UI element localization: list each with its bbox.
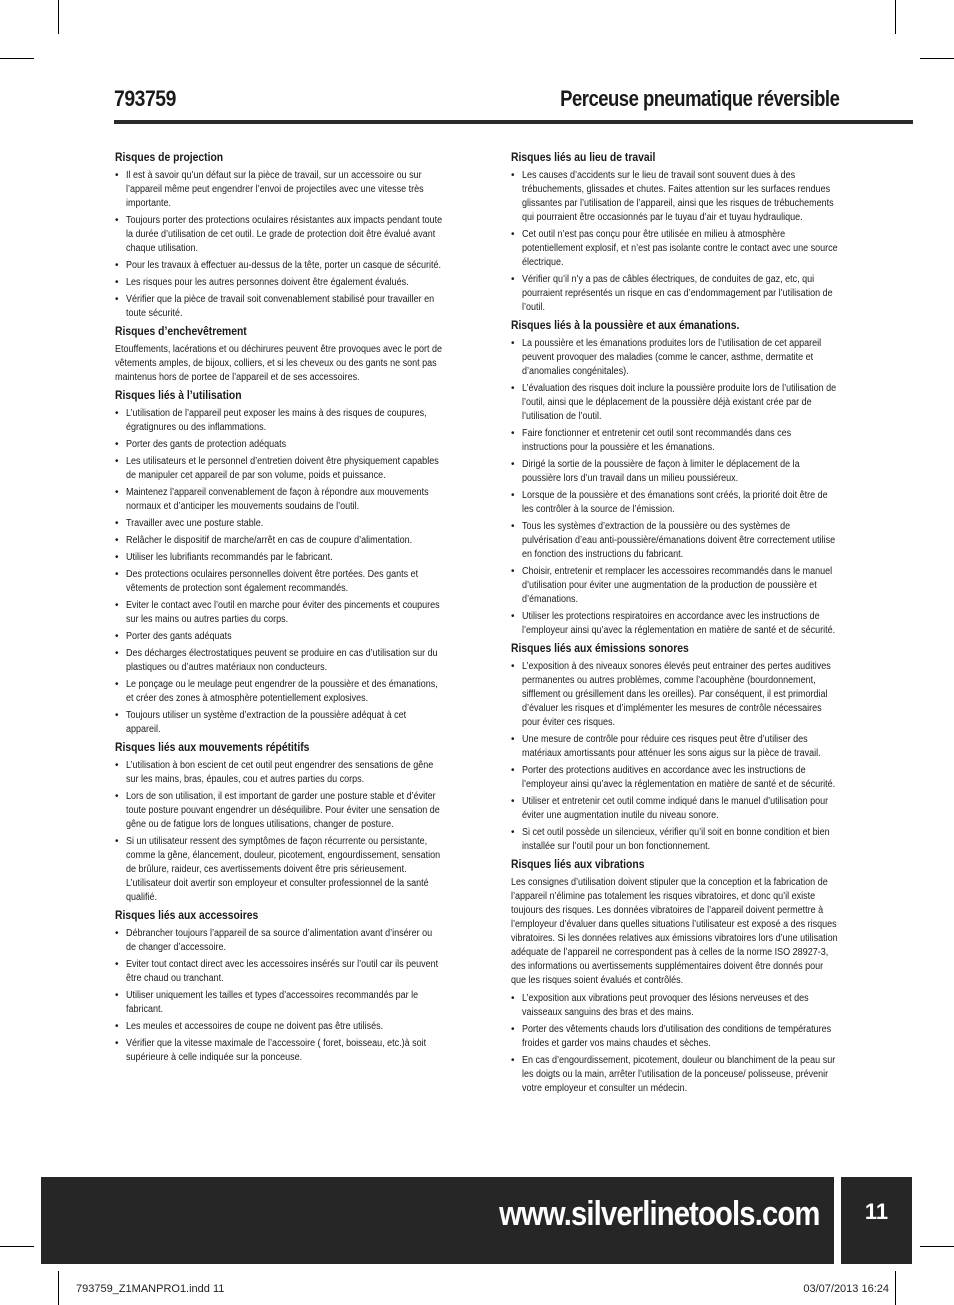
list-item: • Lorsque de la poussière et des émanations sont créés, la priorité doit être de les contrôler à la source de l’émission. xyxy=(511,489,839,517)
list-item: • Utiliser et entretenir cet outil comme indiqué dans le manuel d’utilisation pour éviter une augmentation inutile du niveau sonore. xyxy=(511,795,839,823)
list-item: • Travailler avec une posture stable. xyxy=(115,517,443,531)
list-item: • Les risques pour les autres personnes doivent être également évalués. xyxy=(115,276,443,290)
list-item: • Utiliser les lubrifiants recommandés par le fabricant. xyxy=(115,551,443,565)
list-item: • Utiliser les protections respiratoires en accordance avec les instructions de l’employeur ainsi qu’avec la réglementation en matière de santé et de sécurité. xyxy=(511,610,839,638)
list-item: • Porter des vêtements chauds lors d’utilisation des conditions de températures froides et garder vos mains chaudes et sèches. xyxy=(511,1023,839,1051)
list-item: • L’utilisation de l’appareil peut exposer les mains à des risques de coupures, égratignures ou des inflammations. xyxy=(115,407,443,435)
list-item: • Débrancher toujours l’appareil de sa source d’alimentation avant d’insérer ou de changer d’accessoire. xyxy=(115,927,443,955)
bullet-list xyxy=(511,992,839,1096)
page-title: Perceuse pneumatique réversible xyxy=(559,86,839,111)
list-item: • Maintenez l’appareil convenablement de façon à répondre aux mouvements normaux et d’anticiper les mouvements soudains de l’outil. xyxy=(115,486,443,514)
list-item: • Dirigé la sortie de la poussière de façon à limiter le déplacement de la poussière lors d’un travail dans un milieu poussiéreux. xyxy=(511,458,839,486)
section-heading: Risques de projection xyxy=(115,152,224,164)
bullet-list xyxy=(115,759,443,905)
section-heading: Risques d’enchevêtrement xyxy=(115,326,247,338)
list-item: • Si un utilisateur ressent des symptômes de façon récurrente ou persistante, comme la gêne, élancement, douleur, picotement, engourdissement, sensation de brûlure, raideur, ces avertissements doivent être pris sérieusement. L’utilisateur doit avertir son employeur et consulter professionnel de la santé qualifié. xyxy=(115,835,443,905)
bullet-list xyxy=(115,927,443,1065)
section-heading: Risques liés à l’utilisation xyxy=(115,390,242,402)
list-item: • Utiliser uniquement les tailles et types d’accessoires recommandés par le fabricant. xyxy=(115,989,443,1017)
section-heading: Risques liés aux émissions sonores xyxy=(511,643,689,655)
list-item: • Les causes d’accidents sur le lieu de travail sont souvent dues à des trébuchements, glissades et chutes. Faites attention sur les surfaces rendues glissantes par l’utilisation de l’appareil, ainsi que les risques de trébuchements qui pourraient être occasionnés par le tuyau d’air et tuyau hydraulique. xyxy=(511,169,839,225)
footer-bar xyxy=(41,1177,834,1264)
page-number-box xyxy=(841,1177,912,1264)
crop-mark xyxy=(58,0,59,34)
list-item: • L’exposition aux vibrations peut provoquer des lésions nerveuses et des vaisseaux sanguins des bras et des mains. xyxy=(511,992,839,1020)
list-item: • Toujours utiliser un système d’extraction de la poussière adéquat à cet appareil. xyxy=(115,709,443,737)
section-heading: Risques liés aux vibrations xyxy=(511,859,645,871)
list-item: • Eviter le contact avec l’outil en marche pour éviter des pincements et coupures sur les mains ou autres parties du corps. xyxy=(115,599,443,627)
bullet-list xyxy=(511,169,839,315)
section-heading: Risques liés à la poussière et aux émanations. xyxy=(511,320,740,332)
list-item: • Il est à savoir qu’un défaut sur la pièce de travail, sur un accessoire ou sur l’appareil même peut engendrer l’envoi de projectiles avec une vitesse très importante. xyxy=(115,169,443,211)
bullet-list xyxy=(115,407,443,737)
list-item: • Si cet outil possède un silencieux, vérifier qu’il soit en bonne condition et bien installée sur l’outil pour un bon fonctionnement. xyxy=(511,826,839,854)
crop-mark xyxy=(895,0,896,34)
page-number: 11 xyxy=(864,1199,889,1224)
list-item: • Vérifier que la vitesse maximale de l’accessoire ( foret, boisseau, etc.)à soit supérieure à celle indiquée sur la ponceuse. xyxy=(115,1037,443,1065)
crop-mark xyxy=(0,1246,34,1247)
model-number: 793759 xyxy=(114,86,176,111)
list-item: • L’évaluation des risques doit inclure la poussière produite lors de l’utilisation de l’outil, ainsi que le déplacement de la poussière déjà existant crée par de l’utilisation de l’outil. xyxy=(511,382,839,424)
right-column xyxy=(511,151,839,1100)
paragraph: Les consignes d’utilisation doivent stipuler que la conception et la fabrication de l’appareil n’élimine pas totalement les risques vibratoires, et donc qu’il existe toujours des risques. Les données vibratoires de l’appareil doivent permettre à l’employeur d’évaluer dans quelles situations l’utilisateur est exposé a des risques vibratoires. Si les données relatives aux émissions vibratoires lors d’une utilisation adéquate de l’appareil ne correspondent pas à celles de la norme ISO 28927-3, des informations ou avertissements supplémentaires doivent être donnés pour que les risques soient évalués et contrôlés. xyxy=(511,877,838,986)
print-slug-file: 793759_Z1MANPRO1.indd 11 xyxy=(76,1283,225,1295)
list-item: • L’exposition à des niveaux sonores élevés peut entrainer des pertes auditives permanentes ou autres problèmes, comme l’acouphène (bourdonnement, sifflement ou grésillement dans les oreilles). Par conséquent, il est primordial d’évaluer les risques et d’implémenter les mesures de contrôle nécessaires pour éviter ces risques. xyxy=(511,660,839,730)
list-item: • Porter des gants de protection adéquats xyxy=(115,438,443,452)
list-item: • Des décharges électrostatiques peuvent se produire en cas d’utilisation sur du plastiques ou d’autres matériaux non conducteurs. xyxy=(115,647,443,675)
bullet-list xyxy=(511,660,839,854)
list-item: • Une mesure de contrôle pour réduire ces risques peut être d’utiliser des matériaux amortissants pour atténuer les sons aigus sur la pièce de travail. xyxy=(511,733,839,761)
list-item: • Choisir, entretenir et remplacer les accessoires recommandés dans le manuel d’utilisation pour éviter une augmentation de la production de poussière et d’émanations. xyxy=(511,565,839,607)
list-item: • Pour les travaux à effectuer au-dessus de la tête, porter un casque de sécurité. xyxy=(115,259,443,273)
list-item: • Relâcher le dispositif de marche/arrêt en cas de coupure d’alimentation. xyxy=(115,534,443,548)
list-item: • Cet outil n’est pas conçu pour être utilisée en milieu à atmosphère potentiellement explosif, et n’est pas isolante contre le contact avec une source électrique. xyxy=(511,228,839,270)
crop-mark xyxy=(895,1271,896,1305)
section-heading: Risques liés aux mouvements répétitifs xyxy=(115,742,310,754)
crop-mark xyxy=(58,1271,59,1305)
list-item: • Porter des protections auditives en accordance avec les instructions de l’employeur ainsi qu’avec la réglementation en matière de santé et de sécurité. xyxy=(511,764,839,792)
paragraph: Etouffements, lacérations et ou déchirures peuvent être provoques avec le port de vêtements amples, de bijoux, colliers, et si les cheveux ou des gants ne sont pas maintenus hors de portee de l’appareil et de ses accessoires. xyxy=(115,344,443,383)
list-item: • Les utilisateurs et le personnel d’entretien doivent être physiquement capables de manipuler cet appareil de par son volume, poids et puissance. xyxy=(115,455,443,483)
bullet-list xyxy=(115,169,443,321)
section-heading: Risques liés au lieu de travail xyxy=(511,152,656,164)
list-item: • Faire fonctionner et entretenir cet outil sont recommandés dans ces instructions pour la poussière et les émanations. xyxy=(511,427,839,455)
list-item: • Eviter tout contact direct avec les accessoires insérés sur l’outil car ils peuvent être chaud ou tranchant. xyxy=(115,958,443,986)
page-header xyxy=(114,86,839,116)
section-heading: Risques liés aux accessoires xyxy=(115,910,259,922)
list-item: • Vérifier que la pièce de travail soit convenablement stabilisé pour travailler en toute sécurité. xyxy=(115,293,443,321)
crop-mark xyxy=(0,58,34,59)
list-item: • Le ponçage ou le meulage peut engendrer de la poussière et des émanations, et créer des zones à atmosphère potentiellement explosives. xyxy=(115,678,443,706)
list-item: • La poussière et les émanations produites lors de l’utilisation de cet appareil peuvent provoquer des maladies (comme le cancer, asthme, dermatite et d’anomalies congénitales). xyxy=(511,337,839,379)
list-item: • Les meules et accessoires de coupe ne doivent pas être utilisés. xyxy=(115,1020,443,1034)
list-item: • Des protections oculaires personnelles doivent être portées. Des gants et vêtements de protection sont également recommandés. xyxy=(115,568,443,596)
list-item: • En cas d’engourdissement, picotement, douleur ou blanchiment de la peau sur les doigts ou la main, arrêter l’utilisation de la ponceuse/ polisseuse, prévenir votre employeur et consulter un médecin. xyxy=(511,1054,839,1096)
list-item: • Toujours porter des protections oculaires résistantes aux impacts pendant toute la durée d’utilisation de cet outil. Le grade de protection doit être évalué avant chaque utilisation. xyxy=(115,214,443,256)
left-column xyxy=(115,151,443,1069)
list-item: • L’utilisation à bon escient de cet outil peut engendrer des sensations de gêne sur les mains, bras, épaules, cou et autres parties du corps. xyxy=(115,759,443,787)
list-item: • Lors de son utilisation, il est important de garder une posture stable et d’éviter toute posture pouvant engendrer un déséquilibre. Pour éviter une sensation de gêne ou de fatigue lors de longues utilisations, changer de posture. xyxy=(115,790,443,832)
list-item: • Vérifier qu’il n’y a pas de câbles électriques, de conduites de gaz, etc, qui pourraient représentés un risque en cas d’endommagement par l’utilisation de l’outil. xyxy=(511,273,839,315)
crop-mark xyxy=(920,58,954,59)
bullet-list xyxy=(511,337,839,638)
list-item: • Tous les systèmes d’extraction de la poussière ou des systèmes de pulvérisation d’eau anti-poussière/émanations doivent être correctement utilise en fonction des instructions du fabricant. xyxy=(511,520,839,562)
website-link[interactable]: www.silverlinetools.com xyxy=(499,1195,820,1233)
crop-mark xyxy=(920,1246,954,1247)
list-item: • Porter des gants adéquats xyxy=(115,630,443,644)
header-rule xyxy=(114,120,913,124)
print-slug-date: 03/07/2013 16:24 xyxy=(803,1283,889,1295)
